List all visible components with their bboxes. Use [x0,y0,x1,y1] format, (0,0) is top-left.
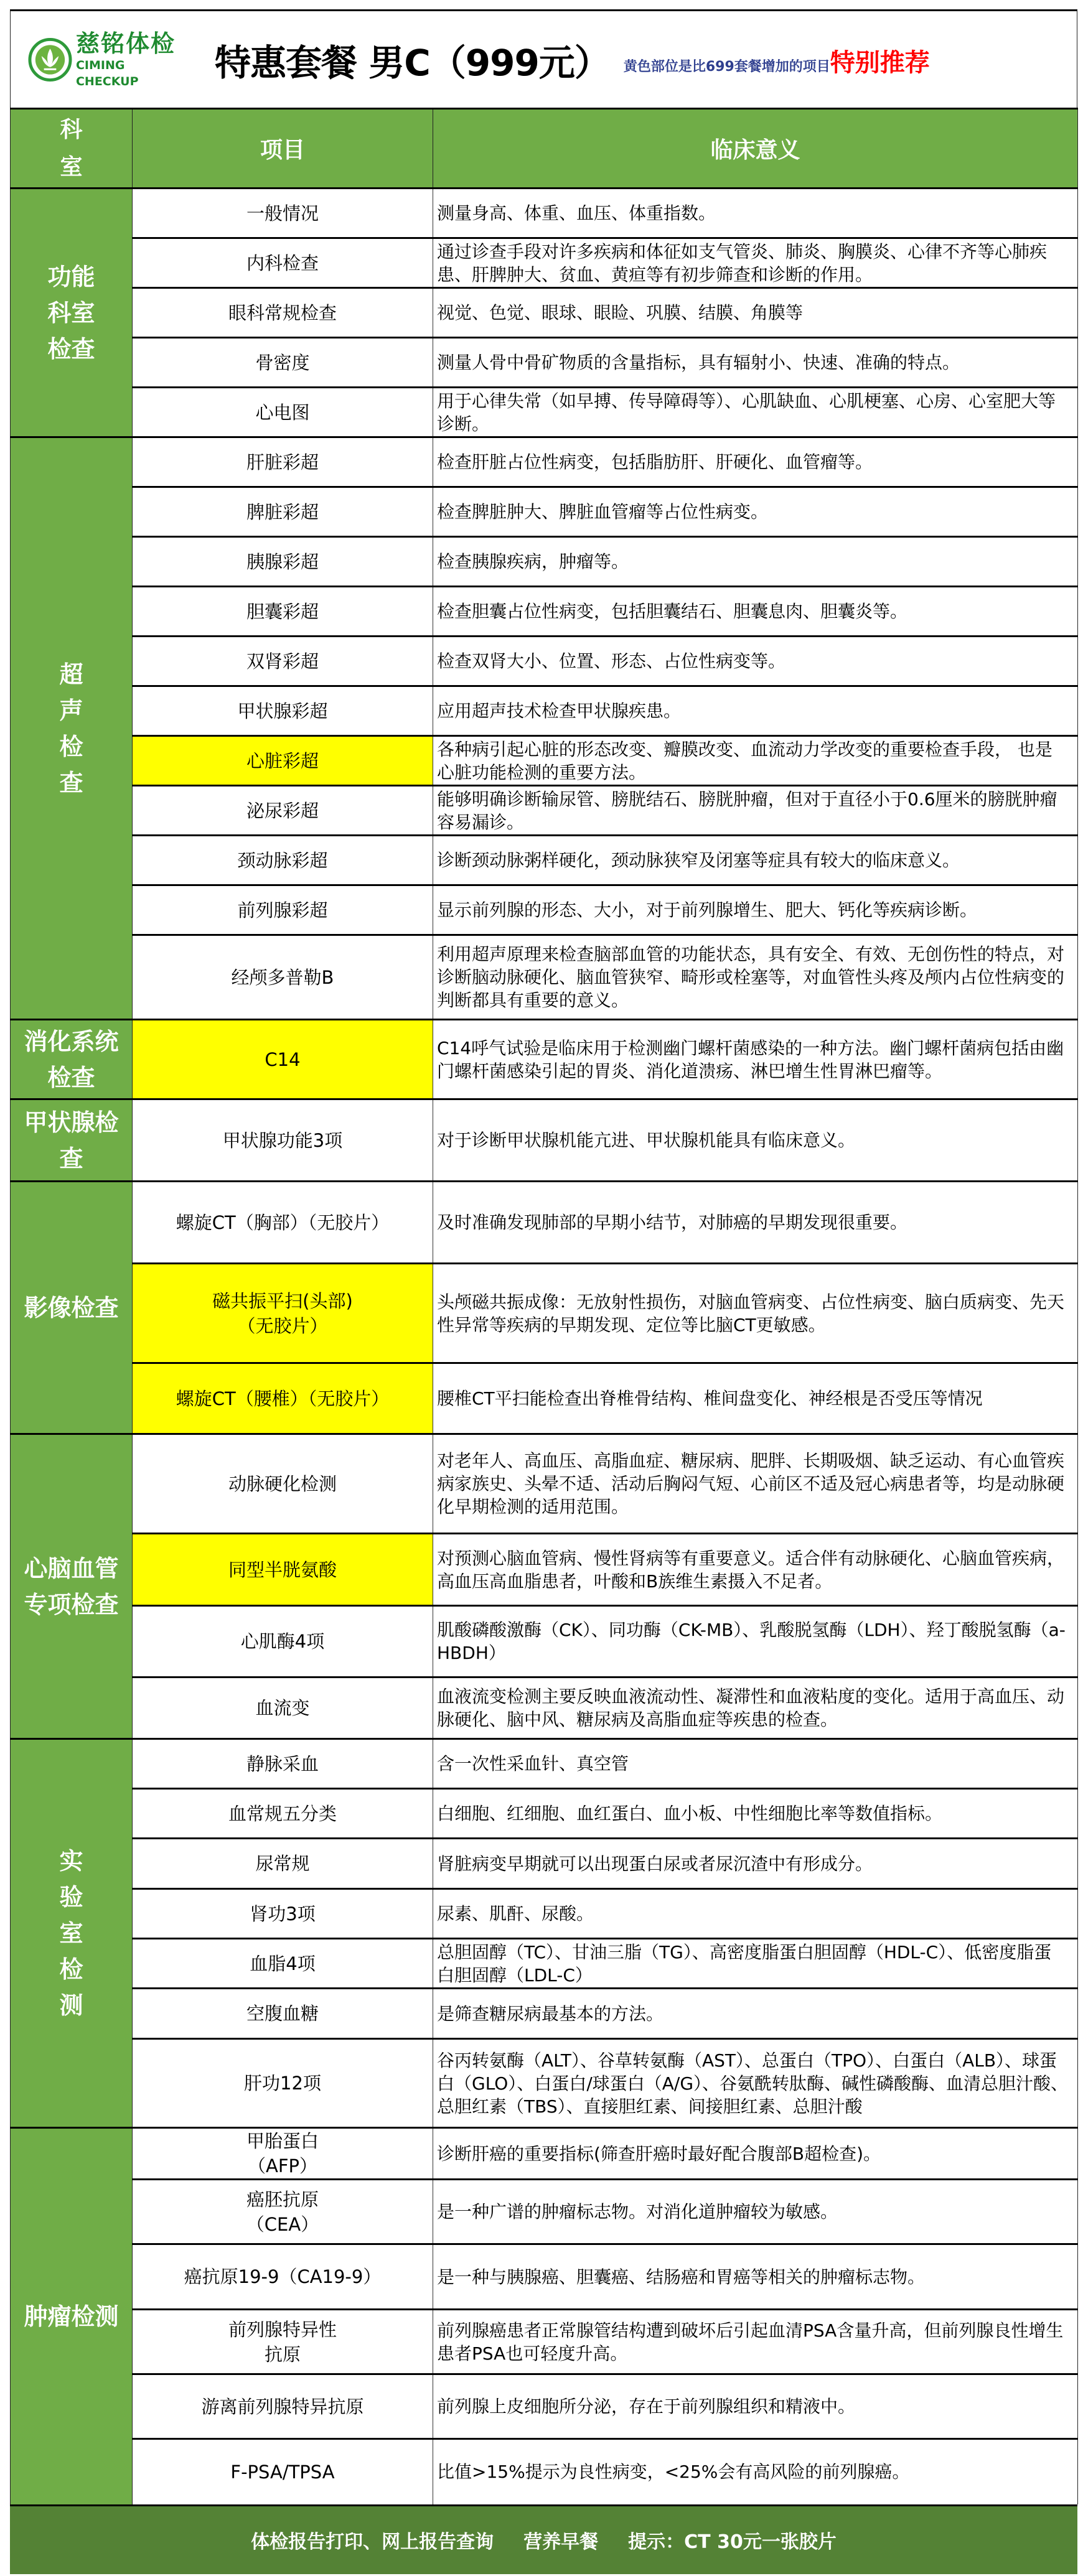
table-row [11,1989,1078,2039]
item-name: 癌胚抗原 （CEA） [133,2180,433,2244]
item-name: 甲胎蛋白 （AFP） [133,2128,433,2180]
item-meaning: 检查肝脏占位性病变，包括脂肪肝、肝硬化、血管瘤等。 [433,437,1078,487]
table-row [11,338,1078,388]
item-name: 游离前列腺特异抗原 [133,2374,433,2439]
table-row [11,1678,1078,1739]
item-name: 前列腺特异性 抗原 [133,2310,433,2374]
table-row [11,2374,1078,2439]
special-recommend-label: 特别推荐 [830,49,930,77]
item-meaning: 应用超声技术检查甲状腺疾患。 [433,686,1078,736]
package-sheet [10,9,1077,2574]
table-row [11,2244,1078,2310]
section-label: 功能 科室 检查 [11,189,133,437]
item-meaning: 腰椎CT平扫能检查出脊椎骨结构、椎间盘变化、神经根是否受压等情况 [433,1363,1078,1434]
table-row [11,1606,1078,1678]
item-meaning: 各种病引起心脏的形态改变、瓣膜改变、血流动力学改变的重要检查手段， 也是心脏功能检测的重要方法。 [433,736,1078,786]
item-name: 骨密度 [133,338,433,388]
item-name: 肾功3项 [133,1889,433,1939]
item-name: 血脂4项 [133,1939,433,1989]
item-meaning: 测量人骨中骨矿物质的含量指标，具有辐射小、快速、准确的特点。 [433,338,1078,388]
table-row [11,2180,1078,2244]
header-banner [10,9,1077,108]
table-row [11,2310,1078,2374]
item-name: 泌尿彩超 [133,786,433,836]
item-meaning: 检查胰腺疾病，肿瘤等。 [433,537,1078,587]
item-meaning: 血液流变检测主要反映血液流动性、凝滞性和血液粘度的变化。适用于高血压、动脉硬化、脑中风、糖尿病及高脂血症等疾患的检查。 [433,1678,1078,1739]
table-row [11,637,1078,686]
item-meaning: 前列腺癌患者正常腺管结构遭到破坏后引起血清PSA含量升高，但前列腺良性增生患者PSA也可轻度升高。 [433,2310,1078,2374]
table-row [11,935,1078,1020]
item-meaning: 视觉、色觉、眼球、眼睑、巩膜、结膜、角膜等 [433,288,1078,338]
item-meaning: 肾脏病变早期就可以出现蛋白尿或者尿沉渣中有形成分。 [433,1839,1078,1889]
table-row [11,836,1078,885]
table-row [11,1534,1078,1606]
table-row [11,786,1078,836]
table-row [11,587,1078,637]
item-meaning: 总胆固醇（TC）、甘油三脂（TG）、高密度脂蛋白胆固醇（HDL-C）、低密度脂蛋白胆固醇（LDL-C） [433,1939,1078,1989]
item-name: F-PSA/TPSA [133,2439,433,2504]
item-name: 内科检查 [133,238,433,288]
table-row [11,686,1078,736]
table-row [11,1839,1078,1889]
section-label: 消化系统 检查 [11,1020,133,1099]
table-row [11,885,1078,935]
item-meaning: 检查双肾大小、位置、形态、占位性病变等。 [433,637,1078,686]
section-label: 影像检查 [11,1182,133,1434]
table-row [11,2128,1078,2180]
item-name: 心电图 [133,388,433,437]
item-name: 肝功12项 [133,2039,433,2128]
item-meaning: 能够明确诊断输尿管、膀胱结石、膀胱肿瘤，但对于直径小于0.6厘米的膀胱肿瘤容易漏诊。 [433,786,1078,836]
item-meaning: 用于心律失常（如早搏、传导障碍等）、心肌缺血、心肌梗塞、心房、心室肥大等诊断。 [433,388,1078,437]
footer-services: 体检报告打印、网上报告查询 [251,2531,494,2553]
item-meaning: 检查脾脏肿大、脾脏血管瘤等占位性病变。 [433,487,1078,537]
table-row [11,1182,1078,1264]
table-row [11,1939,1078,1989]
item-meaning: 测量身高、体重、血压、体重指数。 [433,189,1078,238]
item-name: C14 [133,1020,433,1099]
table-row [11,189,1078,238]
table-row [11,1099,1078,1182]
table-row [11,1789,1078,1839]
item-name: 胆囊彩超 [133,587,433,637]
item-name: 癌抗原19-9（CA19-9） [133,2244,433,2310]
footer-banner [10,2504,1077,2574]
item-name: 螺旋CT（胸部）（无胶片） [133,1182,433,1264]
table-row [11,1739,1078,1789]
item-name: 颈动脉彩超 [133,836,433,885]
item-name: 一般情况 [133,189,433,238]
item-meaning: 尿素、肌酐、尿酸。 [433,1889,1078,1939]
item-meaning: 比值>15%提示为良性病变，<25%会有高风险的前列腺癌。 [433,2439,1078,2504]
item-name: 胰腺彩超 [133,537,433,587]
item-name: 空腹血糖 [133,1989,433,2039]
table-row [11,1020,1078,1099]
item-name: 心脏彩超 [133,736,433,786]
brand-name-en: CIMING CHECKUP [75,58,139,88]
section-label: 甲状腺检 查 [11,1099,133,1182]
item-meaning: 是一种广谱的肿瘤标志物。对消化道肿瘤较为敏感。 [433,2180,1078,2244]
column-header-item: 项目 [133,109,433,189]
table-row [11,288,1078,338]
item-name: 经颅多普勒B [133,935,433,1020]
table-row [11,238,1078,288]
highlight-note: 黄色部位是比699套餐增加的项目 [623,59,830,75]
table-row [11,736,1078,786]
item-name: 脾脏彩超 [133,487,433,537]
section-label: 实 验 室 检 测 [11,1739,133,2128]
item-meaning: 诊断颈动脉粥样硬化，颈动脉狭窄及闭塞等症具有较大的临床意义。 [433,836,1078,885]
item-meaning: 诊断肝癌的重要指标(筛查肝癌时最好配合腹部B超检查)。 [433,2128,1078,2180]
footer-tip: 提示：CT 30元一张胶片 [628,2531,837,2553]
item-meaning: 及时准确发现肺部的早期小结节，对肺癌的早期发现很重要。 [433,1182,1078,1264]
item-name: 前列腺彩超 [133,885,433,935]
item-name: 磁共振平扫(头部) （无胶片） [133,1264,433,1363]
item-name: 同型半胱氨酸 [133,1534,433,1606]
table-row [11,1363,1078,1434]
item-meaning: 显示前列腺的形态、大小，对于前列腺增生、肥大、钙化等疾病诊断。 [433,885,1078,935]
section-label: 肿瘤检测 [11,2128,133,2504]
footer-breakfast: 营养早餐 [523,2531,599,2553]
item-meaning: 含一次性采血针、真空管 [433,1739,1078,1789]
column-header-meaning: 临床意义 [433,109,1078,189]
column-header-dept: 科 室 [11,109,133,189]
page-title: 特惠套餐 男C（999元） [215,41,610,84]
table-row [11,388,1078,437]
section-label: 心脑血管 专项检查 [11,1434,133,1739]
item-meaning: 肌酸磷酸激酶（CK）、同功酶（CK-MB）、乳酸脱氢酶（LDH）、羟丁酸脱氢酶（a-HBDH） [433,1606,1078,1678]
item-meaning: 检查胆囊占位性病变，包括胆囊结石、胆囊息肉、胆囊炎等。 [433,587,1078,637]
item-meaning: 前列腺上皮细胞所分泌，存在于前列腺组织和精液中。 [433,2374,1078,2439]
item-name: 螺旋CT（腰椎）（无胶片） [133,1363,433,1434]
item-meaning: 通过诊查手段对许多疾病和体征如支气管炎、肺炎、胸膜炎、心律不齐等心肺疾患、肝脾肿大、贫血、黄疸等有初步筛查和诊断的作用。 [433,238,1078,288]
brand-logo [28,30,190,90]
section-label: 超 声 检 查 [11,437,133,1020]
item-name: 甲状腺功能3项 [133,1099,433,1182]
item-meaning: 是筛查糖尿病最基本的方法。 [433,1989,1078,2039]
brand-name-cn: 慈铭体检 [75,29,176,57]
table-row [11,437,1078,487]
table-row [11,537,1078,587]
item-name: 眼科常规检查 [133,288,433,338]
table-row [11,1434,1078,1534]
item-meaning: 利用超声原理来检查脑部血管的功能状态，具有安全、有效、无创伤性的特点，对诊断脑动脉硬化、脑血管狭窄、畸形或栓塞等，对血管性头疼及颅内占位性病变的判断都具有重要的意义。 [433,935,1078,1020]
item-meaning: 头颅磁共振成像：无放射性损伤，对脑血管病变、占位性病变、脑白质病变、先天性异常等疾病的早期发现、定位等比脑CT更敏感。 [433,1264,1078,1363]
table-row [11,487,1078,537]
table-row [11,1889,1078,1939]
item-meaning: C14呼气试验是临床用于检测幽门螺杆菌感染的一种方法。幽门螺杆菌病包括由幽门螺杆菌感染引起的胃炎、消化道溃疡、淋巴增生性胃淋巴瘤等。 [433,1020,1078,1099]
item-meaning: 白细胞、红细胞、血红蛋白、血小板、中性细胞比率等数值指标。 [433,1789,1078,1839]
package-table [10,108,1078,2504]
item-name: 血常规五分类 [133,1789,433,1839]
item-name: 尿常规 [133,1839,433,1889]
item-meaning: 是一种与胰腺癌、胆囊癌、结肠癌和胃癌等相关的肿瘤标志物。 [433,2244,1078,2310]
table-row [11,2439,1078,2504]
item-meaning: 谷丙转氨酶（ALT）、谷草转氨酶（AST）、总蛋白（TPO）、白蛋白（ALB）、球蛋白（GLO）、白蛋白/球蛋白（A/G）、谷氨酰转肽酶、碱性磷酸酶、血清总胆汁酸、总胆红素（TBS）、直接胆红素、间接胆红素、总胆汁酸 [433,2039,1078,2128]
table-row [11,2039,1078,2128]
item-name: 甲状腺彩超 [133,686,433,736]
item-name: 动脉硬化检测 [133,1434,433,1534]
item-meaning: 对老年人、高血压、高脂血症、糖尿病、肥胖、长期吸烟、缺乏运动、有心血管疾病家族史、头晕不适、活动后胸闷气短、心前区不适及冠心病患者等，均是动脉硬化早期检测的适用范围。 [433,1434,1078,1534]
item-name: 心肌酶4项 [133,1606,433,1678]
table-header-row [11,109,1078,189]
item-name: 双肾彩超 [133,637,433,686]
table-row [11,1264,1078,1363]
item-name: 肝脏彩超 [133,437,433,487]
item-name: 静脉采血 [133,1739,433,1789]
lotus-logo-icon [28,35,72,85]
item-meaning: 对预测心脑血管病、慢性肾病等有重要意义。适合伴有动脉硬化、心脑血管疾病，高血压高血脂患者，叶酸和B族维生素摄入不足者。 [433,1534,1078,1606]
item-meaning: 对于诊断甲状腺机能亢进、甲状腺机能具有临床意义。 [433,1099,1078,1182]
item-name: 血流变 [133,1678,433,1739]
